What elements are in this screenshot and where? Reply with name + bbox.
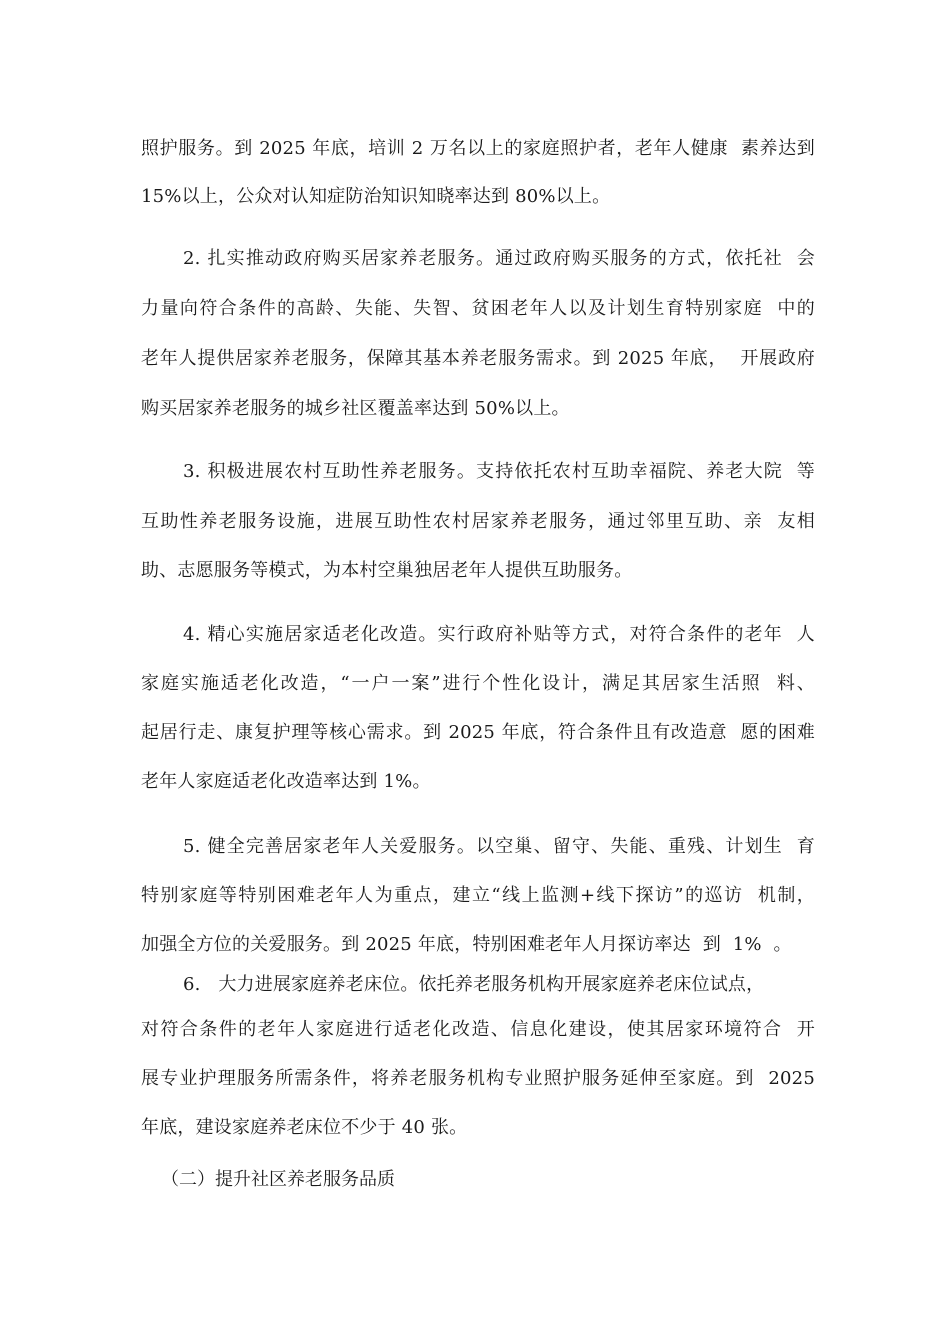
paragraph-line: 家庭实施适老化改造，“一户一案”进行个性化设计，满足其居家生活照 料、 xyxy=(141,673,815,694)
paragraph-line: 助、志愿服务等模式，为本村空巢独居老年人提供互助服务。 xyxy=(141,560,633,581)
paragraph-line: 老年人提供居家养老服务，保障其基本养老服务需求。到 2025 年底， 开展政府 xyxy=(141,348,815,369)
paragraph-line: 特别家庭等特别困难老年人为重点，建立“线上监测+线下探访”的巡访 机制， xyxy=(141,885,815,906)
paragraph-line: 购买居家养老服务的城乡社区覆盖率达到 50%以上。 xyxy=(141,398,570,419)
paragraph-line: 年底，建设家庭养老床位不少于 40 张。 xyxy=(141,1117,468,1138)
paragraph-line: 4. 精心实施居家适老化改造。实行政府补贴等方式，对符合条件的老年 人 xyxy=(183,624,815,645)
paragraph-line: 6. 大力进展家庭养老床位。依托养老服务机构开展家庭养老床位试点， xyxy=(183,974,765,995)
paragraph-line: 15%以上，公众对认知症防治知识知晓率达到 80%以上。 xyxy=(141,186,611,207)
paragraph-line: 照护服务。到 2025 年底，培训 2 万名以上的家庭照护者，老年人健康 素养达到 xyxy=(141,138,815,159)
paragraph-line: 起居行走、康复护理等核心需求。到 2025 年底，符合条件且有改造意 愿的困难 xyxy=(141,722,815,743)
paragraph-line: 对符合条件的老年人家庭进行适老化改造、信息化建设，使其居家环境符合 开 xyxy=(141,1019,815,1040)
paragraph-line: 5. 健全完善居家老年人关爱服务。以空巢、留守、失能、重残、计划生 育 xyxy=(183,836,815,857)
section-heading: （二）提升社区养老服务品质 xyxy=(161,1169,395,1190)
paragraph-line: 力量向符合条件的高龄、失能、失智、贫困老年人以及计划生育特别家庭 中的 xyxy=(141,298,815,319)
paragraph-line: 互助性养老服务设施，进展互助性农村居家养老服务，通过邻里互助、亲 友相 xyxy=(141,511,815,532)
paragraph-line: 老年人家庭适老化改造率达到 1%。 xyxy=(141,771,431,792)
paragraph-line: 2. 扎实推动政府购买居家养老服务。通过政府购买服务的方式，依托社 会 xyxy=(183,248,815,269)
paragraph-line: 展专业护理服务所需条件，将养老服务机构专业照护服务延伸至家庭。到 2025 xyxy=(141,1068,815,1089)
paragraph-line: 3. 积极进展农村互助性养老服务。支持依托农村互助幸福院、养老大院 等 xyxy=(183,461,815,482)
paragraph-line: 加强全方位的关爱服务。到 2025 年底，特别困难老年人月探访率达 到 1% 。 xyxy=(141,934,792,955)
